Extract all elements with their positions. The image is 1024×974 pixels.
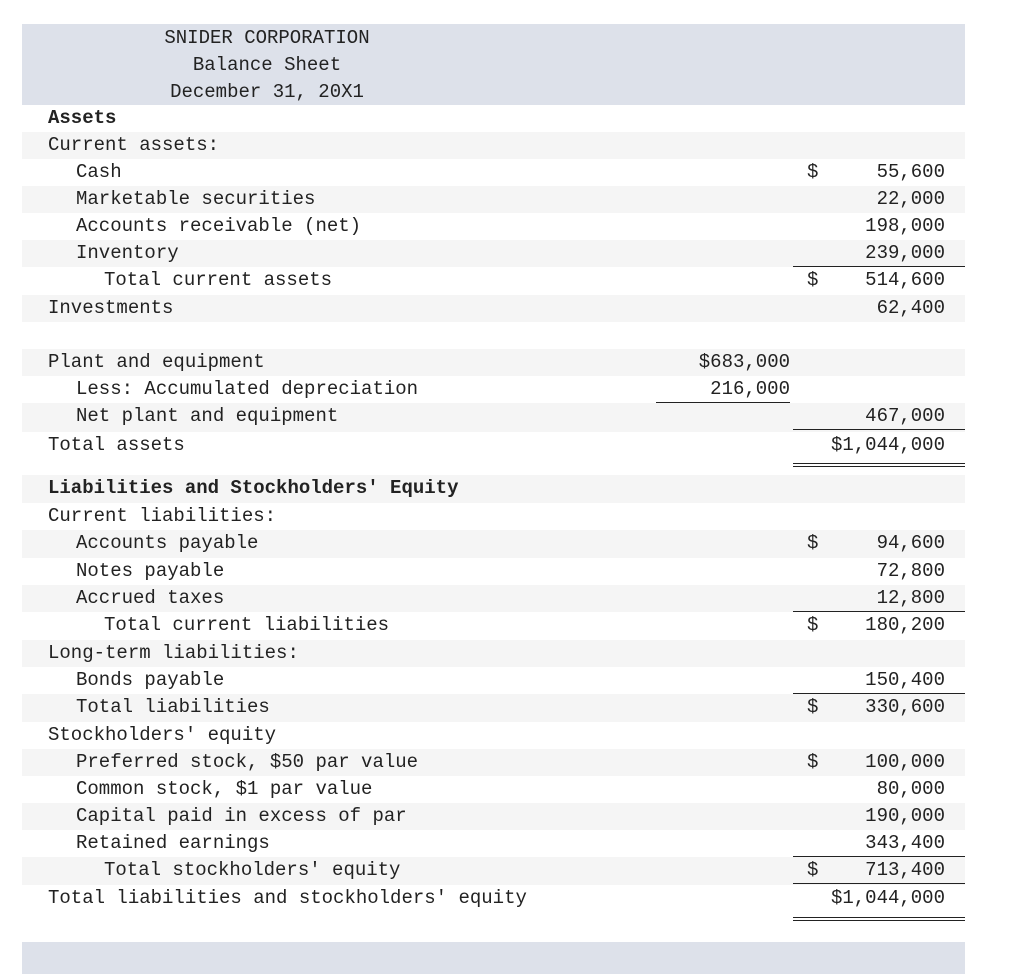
amount-value: 198,000	[865, 215, 945, 237]
amount-value: 62,400	[876, 297, 945, 319]
amount-value: 22,000	[876, 188, 945, 210]
amount-value: 150,400	[865, 669, 945, 691]
statement-title: Balance Sheet	[192, 54, 342, 76]
row-label: Assets	[48, 107, 117, 129]
amount-value: 467,000	[865, 405, 945, 427]
row-label: Notes payable	[76, 560, 225, 582]
amount-column-2	[793, 213, 965, 240]
amount-value: 180,200	[865, 614, 945, 636]
row-label: Total current liabilities	[104, 614, 390, 636]
amount-value: 343,400	[865, 832, 945, 854]
row-label: Total current assets	[104, 269, 333, 291]
amount-column-2	[793, 612, 965, 639]
table-row	[22, 186, 965, 213]
table-row	[22, 432, 965, 475]
sheet-header	[22, 24, 965, 105]
table-row	[22, 776, 965, 803]
amount-column-2	[793, 667, 965, 694]
row-label: Current liabilities:	[48, 505, 277, 527]
row-label: Stockholders' equity	[48, 724, 277, 746]
amount-value: 100,000	[865, 751, 945, 773]
amount-value: 80,000	[876, 778, 945, 800]
amount-value: $1,044,000	[830, 887, 945, 909]
amount-column-2	[793, 857, 965, 884]
amount-column-2	[793, 530, 965, 557]
amount-column-2	[793, 267, 965, 294]
table-row	[22, 885, 965, 929]
table-row	[22, 558, 965, 585]
row-label: Current assets:	[48, 134, 220, 156]
row-label: Net plant and equipment	[76, 405, 339, 427]
dollar-sign: $	[807, 859, 819, 881]
table-row	[22, 349, 965, 376]
amount-value: 55,600	[876, 161, 945, 183]
dollar-sign: $	[807, 532, 819, 554]
table-row	[22, 830, 965, 857]
amount-column-2	[793, 432, 965, 467]
amount-column-2	[793, 159, 965, 186]
table-row	[22, 694, 965, 722]
row-label: Accounts receivable (net)	[76, 215, 362, 237]
table-row	[22, 585, 965, 612]
amount-value: 713,400	[865, 859, 945, 881]
amount-column-2	[793, 403, 965, 430]
row-label: Accounts payable	[76, 532, 259, 554]
row-label: Accrued taxes	[76, 587, 225, 609]
table-row	[22, 295, 965, 322]
row-label: Inventory	[76, 242, 179, 264]
amount-column-2	[793, 558, 965, 585]
table-row	[22, 105, 965, 132]
amount-column-2	[793, 295, 965, 322]
amount-column-2	[793, 186, 965, 213]
table-row	[22, 857, 965, 885]
line-items	[22, 105, 965, 929]
dollar-sign: $	[807, 161, 819, 183]
row-label: Total assets	[48, 434, 185, 456]
footer-band	[22, 942, 965, 974]
amount-value: $1,044,000	[830, 434, 945, 456]
row-label: Retained earnings	[76, 832, 270, 854]
amount-column-2	[793, 803, 965, 830]
table-row	[22, 213, 965, 240]
row-label: Total liabilities	[76, 696, 270, 718]
row-label: Bonds payable	[76, 669, 225, 691]
table-row	[22, 475, 965, 503]
table-row	[22, 240, 965, 267]
dollar-sign: $	[807, 614, 819, 636]
row-label: Investments	[48, 297, 174, 319]
company-name: SNIDER CORPORATION	[164, 27, 370, 49]
row-label: Preferred stock, $50 par value	[76, 751, 419, 773]
table-row	[22, 803, 965, 830]
table-row	[22, 667, 965, 694]
table-row	[22, 640, 965, 667]
row-label: Cash	[76, 161, 122, 183]
balance-sheet	[22, 24, 965, 929]
table-row	[22, 503, 965, 530]
dollar-sign: $	[807, 696, 819, 718]
table-row	[22, 322, 965, 349]
row-label: Long-term liabilities:	[48, 642, 299, 664]
amount-value: 330,600	[865, 696, 945, 718]
amount-value: 514,600	[865, 269, 945, 291]
amount-column-2	[793, 776, 965, 803]
amount-column-2	[793, 694, 965, 721]
row-label: Total liabilities and stockholders' equity	[48, 887, 527, 909]
table-row	[22, 530, 965, 558]
table-row	[22, 403, 965, 432]
row-label: Marketable securities	[76, 188, 316, 210]
amount-value: 190,000	[865, 805, 945, 827]
table-row	[22, 722, 965, 749]
table-row	[22, 159, 965, 186]
amount-column-2	[793, 885, 965, 921]
table-row	[22, 376, 965, 403]
amount-value: 239,000	[865, 242, 945, 264]
amount-column-1: 216,000	[656, 376, 790, 403]
row-label: Less: Accumulated depreciation	[76, 378, 419, 400]
amount-column-2	[793, 749, 965, 776]
amount-value: 72,800	[876, 560, 945, 582]
row-label: Plant and equipment	[48, 351, 265, 373]
row-label: Capital paid in excess of par	[76, 805, 407, 827]
table-row	[22, 132, 965, 159]
amount-column-2	[793, 585, 965, 612]
table-row	[22, 749, 965, 776]
amount-value: 12,800	[876, 587, 945, 609]
amount-column-2	[793, 240, 965, 267]
row-label: Total stockholders' equity	[104, 859, 401, 881]
statement-date: December 31, 20X1	[170, 81, 364, 103]
row-label: Liabilities and Stockholders' Equity	[48, 477, 459, 499]
amount-column-1: $683,000	[698, 351, 790, 373]
dollar-sign: $	[807, 269, 819, 291]
table-row	[22, 612, 965, 640]
dollar-sign: $	[807, 751, 819, 773]
table-row	[22, 267, 965, 295]
amount-column-2	[793, 830, 965, 857]
amount-value: 94,600	[876, 532, 945, 554]
row-label: Common stock, $1 par value	[76, 778, 373, 800]
